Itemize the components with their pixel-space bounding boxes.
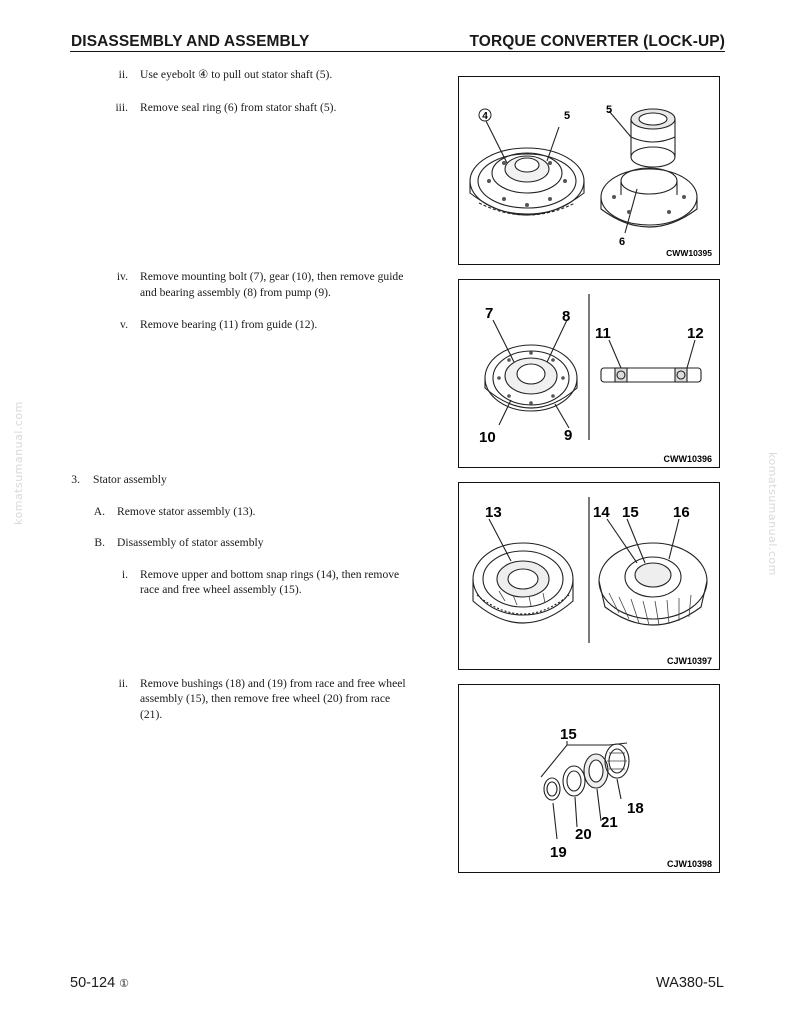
page-number [70, 975, 129, 991]
label-4: 4 [482, 111, 488, 122]
step-text-line: Remove mounting bolt (7), gear (10), then remove guide [140, 270, 404, 283]
step-number: v. [120, 318, 128, 331]
figure-code: CWW10396 [663, 454, 712, 464]
step-number: iv. [116, 270, 128, 283]
section-heading: Stator assembly [93, 473, 167, 486]
label-12: 12 [687, 325, 704, 342]
step-text-line: Remove bushings (18) and (19) from race and free wheel [140, 677, 406, 690]
step-number: ii. [118, 68, 128, 81]
section-number: 3. [71, 473, 80, 486]
label-10: 10 [479, 429, 496, 446]
step-text: Remove seal ring (6) from stator shaft (5). [140, 101, 337, 114]
label-15: 15 [622, 504, 639, 521]
step-text: Use eyebolt ④ to pull out stator shaft (5). [140, 68, 333, 81]
step-text: Remove bearing (11) from guide (12). [140, 318, 318, 331]
step-text-line: Remove upper and bottom snap rings (14), then remove [140, 568, 400, 581]
label-5: 5 [606, 104, 613, 116]
watermark-right: komatsumanual.com [766, 452, 779, 576]
step-letter: B. [94, 536, 105, 549]
label-11: 11 [595, 325, 611, 342]
label-18: 18 [627, 800, 644, 817]
header-rule [70, 51, 725, 52]
figure-stator-shaft [458, 76, 720, 265]
label-5: 5 [564, 110, 571, 122]
step-number: iii. [115, 101, 128, 114]
step-text-line: and bearing assembly (8) from pump (9). [140, 286, 331, 299]
label-19: 19 [550, 844, 567, 861]
chapter-title: TORQUE CONVERTER (LOCK-UP) [469, 33, 725, 50]
step-text: Remove stator assembly (13). [117, 505, 256, 518]
step-number: ii. [118, 677, 128, 690]
figure-code: CWW10395 [666, 248, 712, 258]
label-6: 6 [619, 236, 626, 248]
step-number: i. [121, 568, 128, 581]
figure-code: CJW10398 [666, 859, 712, 869]
step-letter: A. [93, 505, 105, 518]
step-text-line: assembly (15), then remove free wheel (20) from race [140, 692, 391, 705]
label-9: 9 [564, 427, 573, 444]
label-7: 7 [485, 305, 494, 322]
figure-free-wheel [458, 684, 720, 873]
figure-code: CJW10397 [666, 656, 712, 666]
label-14: 14 [593, 504, 610, 521]
label-15: 15 [560, 726, 577, 743]
label-8: 8 [562, 308, 571, 325]
step-text-line: race and free wheel assembly (15). [140, 583, 302, 596]
figure-stator-assembly [458, 482, 720, 670]
label-21: 21 [601, 814, 618, 831]
model-number: WA380-5L [656, 975, 724, 991]
label-20: 20 [575, 826, 592, 843]
revision-mark: ① [119, 978, 130, 990]
page-number-text: 50-124 [70, 975, 116, 991]
step-text-line: (21). [140, 708, 163, 721]
figure-guide-bearing [458, 279, 720, 468]
step-text: Disassembly of stator assembly [117, 536, 264, 549]
label-16: 16 [673, 504, 690, 521]
label-13: 13 [485, 504, 502, 521]
watermark-left: komatsumanual.com [12, 401, 25, 525]
section-title: DISASSEMBLY AND ASSEMBLY [71, 33, 310, 50]
